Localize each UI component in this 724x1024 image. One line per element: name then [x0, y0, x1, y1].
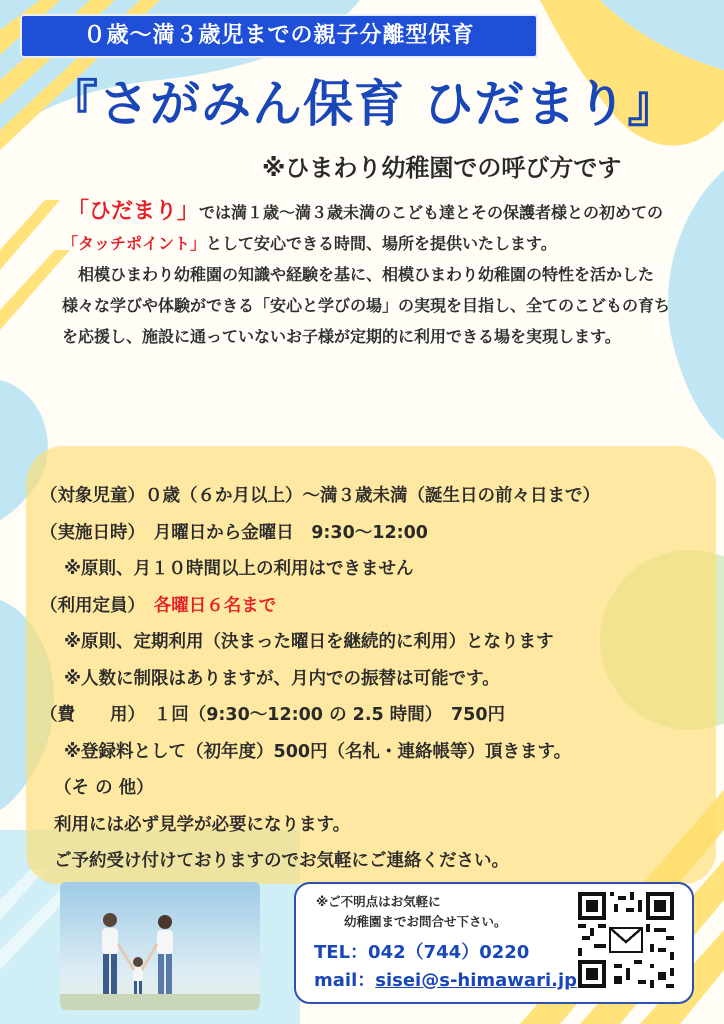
capacity-note-1: ※原則、定期利用（決まった曜日を継続的に利用）となります [64, 632, 554, 652]
email-link[interactable]: sisei@s-himawari.jp [375, 970, 578, 991]
contact-note-line-2: 幼稚園までお問合せ下さい。 [344, 914, 507, 929]
schedule-note: ※原則、月１０時間以上の利用はできません [64, 559, 414, 579]
program-name: 「ひだまり」 [78, 199, 200, 224]
qr-code-icon[interactable] [578, 892, 674, 988]
capacity-label: （利用定員） [40, 595, 137, 616]
touch-point-label: 「タッチポイント」 [62, 234, 207, 253]
intro-paragraph-1 [62, 196, 682, 259]
other-line-1: 利用には必ず見学が必要になります。 [54, 814, 351, 835]
other-line-2: ご予約受け付けておりますのでお気軽にご連絡ください。 [54, 851, 509, 871]
contact-phone: TEL：042（744）0220 [314, 942, 530, 963]
fee-label: （費 用） [40, 705, 137, 725]
contact-note-line-1: ※ご不明点はお気軽に [316, 894, 441, 909]
page-title: 『さがみん保育 ひだまり』 [48, 74, 679, 133]
target-row: （対象児童）０歳（６か月以上）～満３歳未満（誕生日の前々日まで） [40, 486, 600, 506]
intro-text [62, 196, 682, 352]
other-label: （そ の 他） [54, 778, 154, 798]
intro-text-a: では満１歳～満３歳未満のこども達とその保護者様との初めての [199, 203, 664, 222]
fee-row [40, 697, 700, 734]
intro-text-b: として安心できる時間、場所を提供いたします。 [206, 234, 557, 253]
capacity-note-2: ※人数に制限はありますが、月内での振替は可能です。 [64, 668, 500, 689]
capacity-value: 各曜日６名まで [153, 595, 277, 616]
header-banner: ０歳～満３歳児までの親子分離型保育 [20, 14, 538, 58]
intro-text-p2: 相模ひまわり幼稚園の知識や経験を基に、相模ひまわり幼稚園の特性を活かした様々な学びや体験ができる「安心と学びの場」の実現を目指し、全てのこどもの育ちを応援し、施設に通っていないお子様が定期的に利用できる場を実現します。 [62, 265, 671, 346]
schedule-value: 月曜日から金曜日 9:30～12:00 [153, 522, 428, 543]
schedule-row [40, 515, 700, 552]
contact-note [316, 892, 507, 932]
fee-value: １回（9:30～12:00 の 2.5 時間） 750円 [153, 705, 506, 725]
page-subtitle: ※ひまわり幼稚園での呼び方です [262, 154, 622, 182]
intro-paragraph-2 [62, 259, 682, 352]
contact-email-row [314, 966, 577, 992]
mail-label: mail： [314, 970, 376, 991]
family-photo [60, 882, 260, 1010]
program-details [40, 478, 700, 880]
fee-note: ※登録料として（初年度）500円（名札・連絡帳等）頂きます。 [64, 741, 572, 762]
capacity-row [40, 588, 700, 625]
schedule-label: （実施日時） [40, 522, 137, 543]
